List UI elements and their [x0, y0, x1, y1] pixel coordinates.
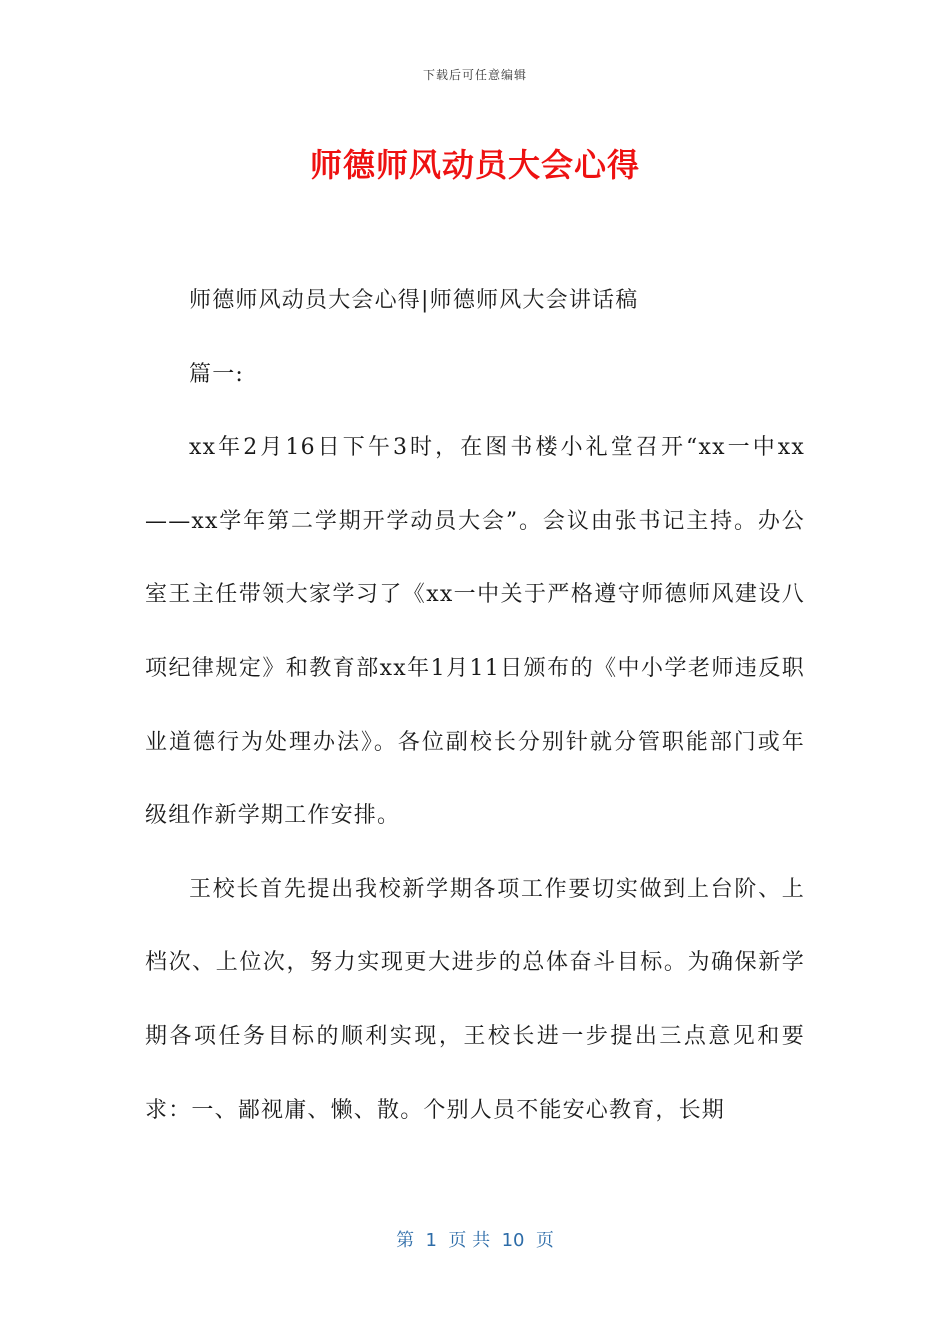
body-paragraph: 王校长首先提出我校新学期各项工作要切实做到上台阶、上档次、上位次，努力实现更大进步的总体奋斗目标。为确保新学期各项任务目标的顺利实现，王校长进一步提出三点意见和要求：一、鄙视庸、懒、散。个别人员不能安心教育，长期 [145, 876, 805, 1123]
subtitle-paragraph: 师德师风动员大会心得|师德师风大会讲话稿 [189, 288, 639, 313]
document-body [145, 264, 805, 1147]
body-paragraph: xx年2月16日下午3时，在图书楼小礼堂召开“xx一中xx——xx学年第二学期开学动员大会”。会议由张书记主持。办公室王主任带领大家学习了《xx一中关于严格遵守师德师风建设八项纪律规定》和教育部xx年1月11日颁布的《中小学老师违反职业道德行为处理办法》。各位副校长分别针就分管职能部门或年级组作新学期工作安排。 [145, 435, 805, 829]
document-title: 师德师风动员大会心得 [309, 146, 640, 184]
page-number-footer: 第 1 页 共 10 页 [396, 1230, 554, 1251]
header-note: 下载后可任意编辑 [422, 68, 527, 82]
section-heading: 篇一: [189, 361, 245, 387]
